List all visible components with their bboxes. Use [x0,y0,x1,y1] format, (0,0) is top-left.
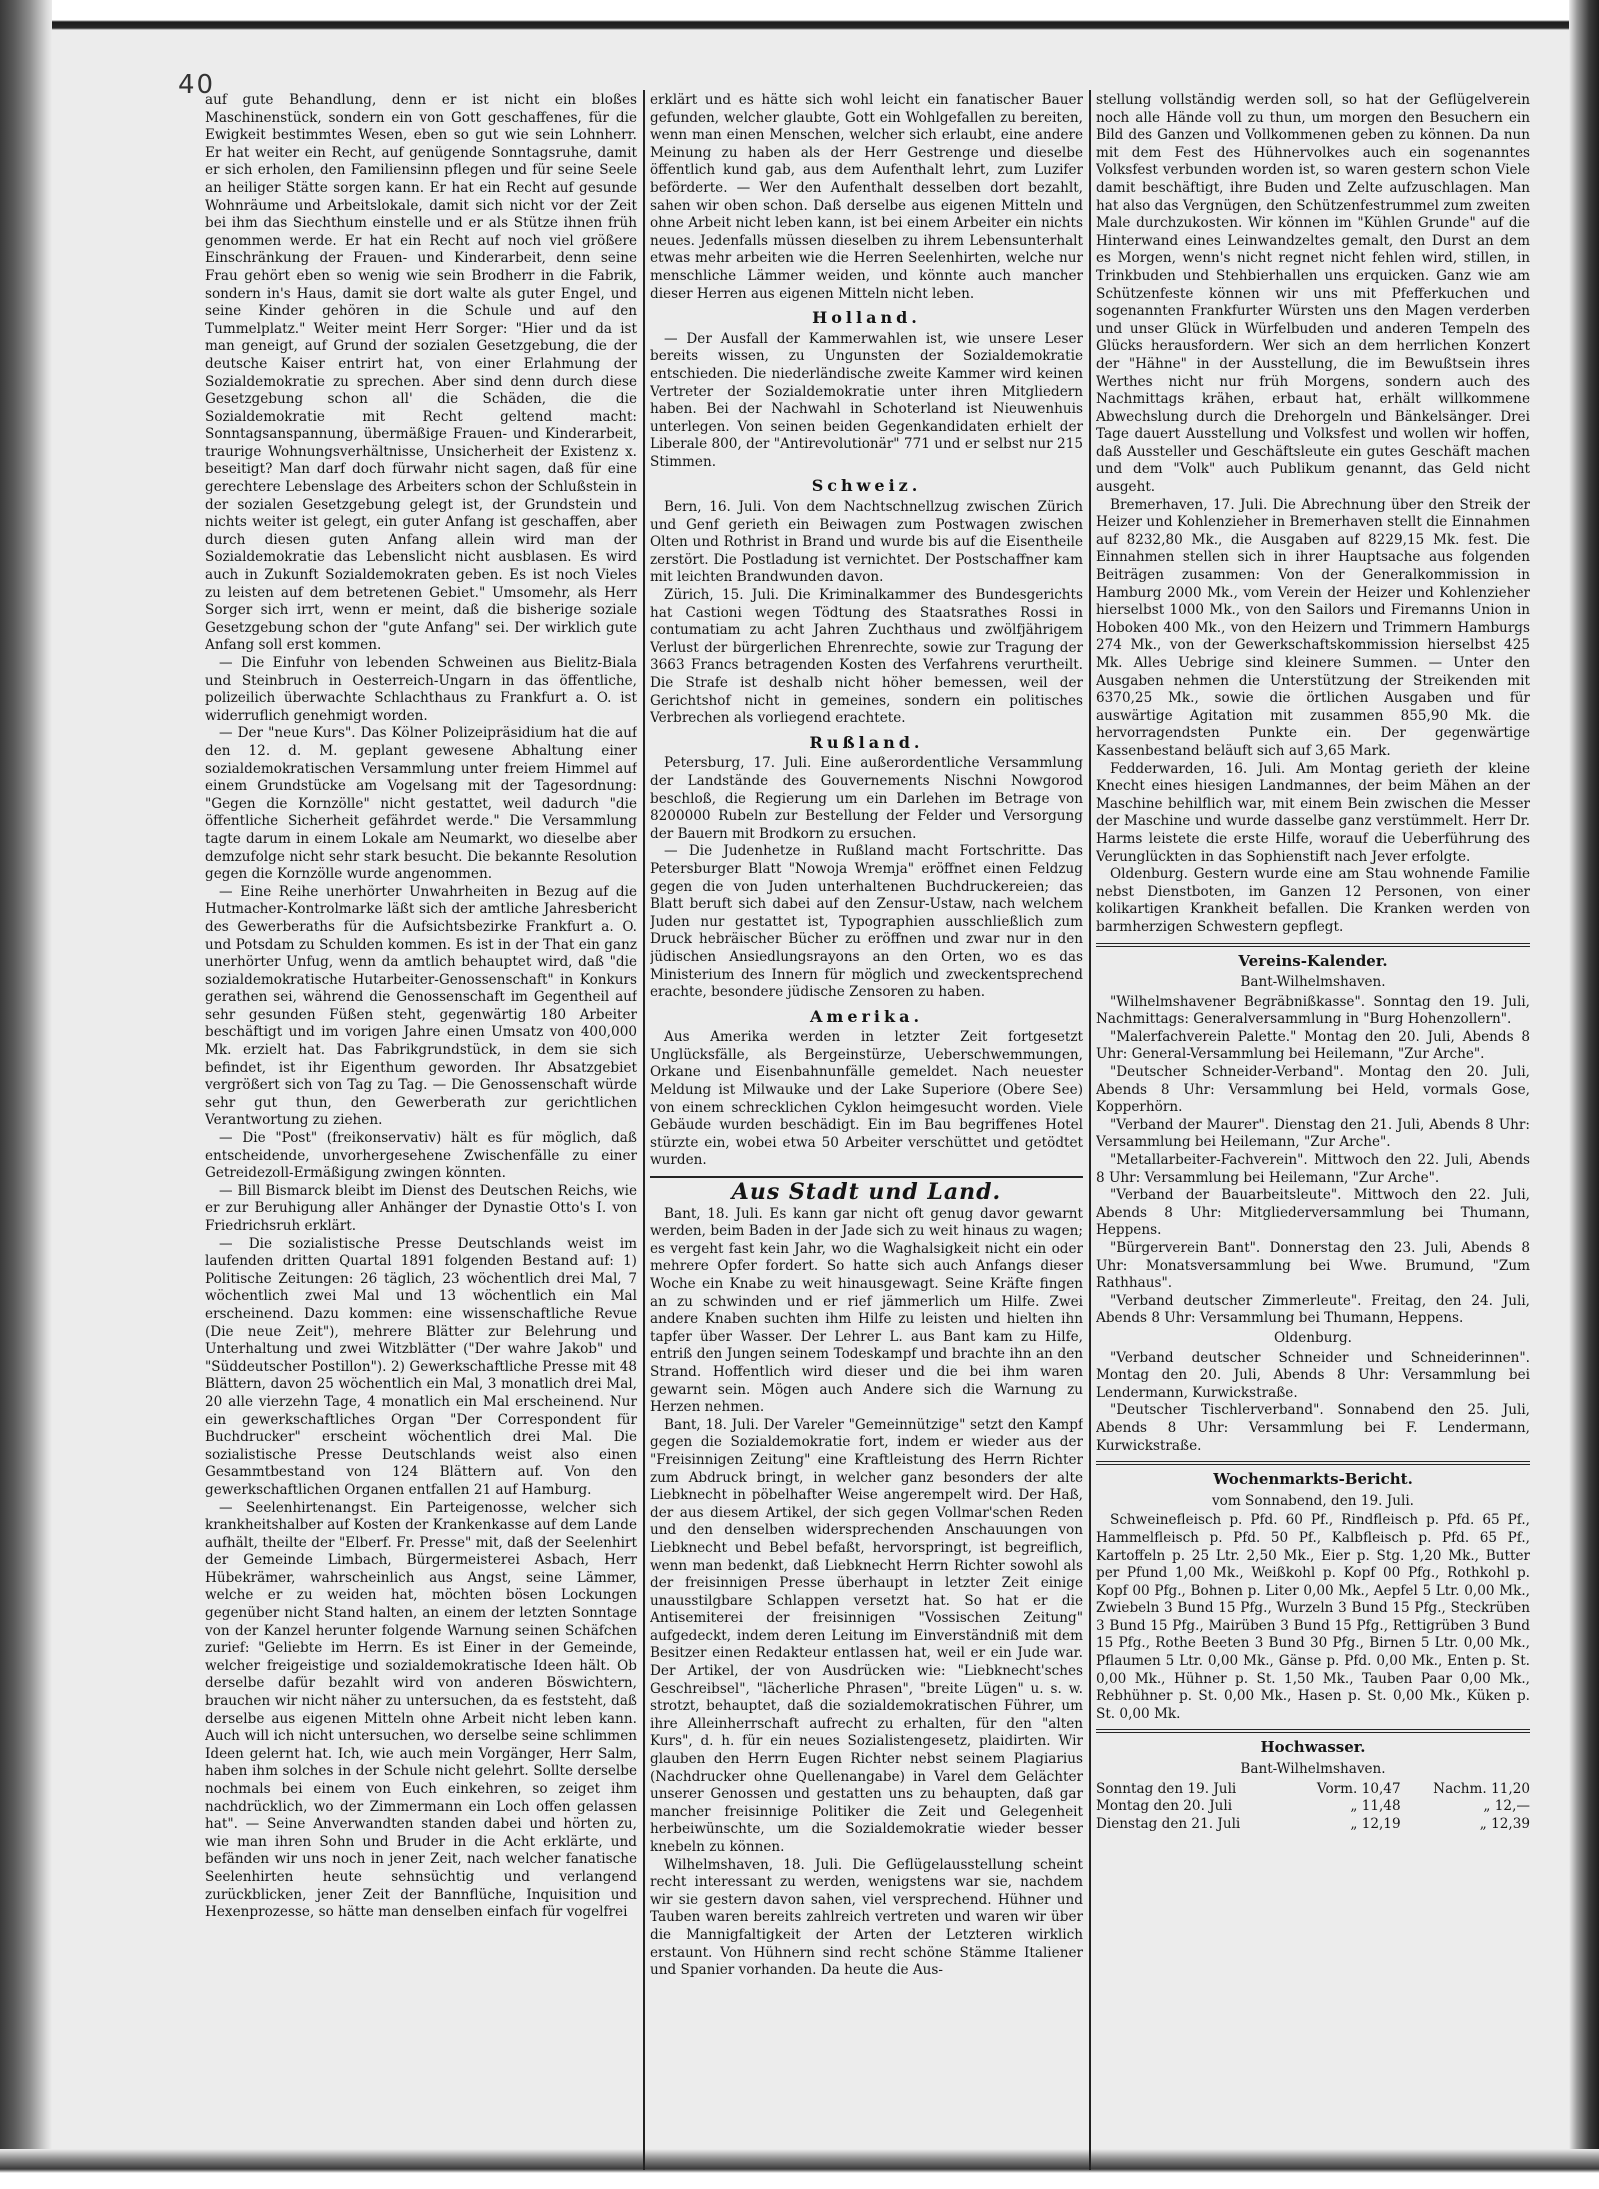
calendar-entry: "Verband der Bauarbeitsleute". Mittwoch den 22. Juli, Abends 8 Uhr: Mitgliederversammlung bei Thumann, Heppens. [1096,1187,1530,1239]
hochwasser-place: Bant-Wilhelmshaven. [1240,1761,1386,1778]
calendar-entry: "Verband der Maurer". Dienstag den 21. Juli, Abends 8 Uhr: Versammlung bei Heilemann, "Zur Arche". [1096,1116,1530,1151]
column-right [1096,92,1530,2167]
section-heading-schweiz: Schweiz. [811,476,922,496]
article-paragraph: — Die Einfuhr von lebenden Schweinen aus Bielitz-Biala und Steinbruch in Oesterreich-Ungarn in das öffentliche, polizeilich überwachte Schlachthaus zu Frankfurt a. O. ist widerruflich genehmigt worden. [205,655,637,724]
table-cell-morning: „ 12,19 [1350,1815,1401,1832]
scan-edge-top [0,0,1599,30]
vereins-kalender-title: Vereins-Kalender. [1238,951,1388,970]
article-paragraph: Oldenburg. Gestern wurde eine am Stau wohnende Familie nebst Dienstboten, im Ganzen 12 Personen, von einer kolikartigen Krankheit befallen. Die Kranken werden von barmherzigen Schwestern gepflegt. [1096,866,1530,935]
section-divider [1096,1729,1530,1733]
article-paragraph: Wilhelmshaven, 18. Juli. Die Geflügelausstellung scheint recht interessant zu werden, wenigstens war sie, nachdem wir sie gestern davon sahen, viel versprechend. Hühner und Tauben waren bereits zahlreich vertreten und waren wir über die Mannigfaltigkeit der Arten der Letzteren wirklich erstaunt. Von Hühnern sind recht schöne Stämme Italiener und Spanier vorhanden. Da heute die Aus- [650,1856,1083,1979]
vereins-place: Bant-Wilhelmshaven. [1240,974,1386,991]
article-paragraph: — Seelenhirtenangst. Ein Parteigenosse, welcher sich krankheitshalber auf Kosten der Krankenkasse auf dem Lande aufhält, theilte der "Elberf. Fr. Presse" mit, daß der Seelenhirt der Gemeinde Limbach, Bürgermeisterei Asbach, Herr Hübekrämer, wahrscheinlich aus Angst, seine Lämmer, welche er zu weiden hat, möchten bösen Lockungen gegenüber nicht Stand halten, an einem der letzten Sonntage von der Kanzel herunter folgende Warnung seinen Schäfchen zurief: "Geliebte im Herrn. Es ist Einer in der Gemeinde, welcher freigeistige und sozialdemokratische Ideen hält. Ob derselbe dafür bezahlt wird von anderen Böswichtern, brauchen wir nicht näher zu untersuchen, da es feststeht, daß derselbe aus eigenen Mitteln ohne Arbeit nicht leben kann. Auch will ich nicht untersuchen, wo derselbe seine schlimmen Ideen gelernt hat. Ich, wie auch mein Vorgänger, Herr Salm, haben ihm solches in der Schule nicht gelehrt. Sollte derselbe nochmals bei einem von Euch einkehren, so zeiget ihm nachdrücklich, wo der Zimmermann ein Loch offen gelassen hat". — Seine Anverwandten standen dabei und hörten zu, wie man ihren Sohn und Bruder in die Acht erklärte, und befänden wir uns noch in jener Zeit, nach welcher fanatische Seelenhirten heute sehnsüchtig und verlangend zurückblicken, jener Zeit der Bannflüche, Inquisition und Hexenprozesse, so hätte man denselben einfach für vogelfrei [205,1499,637,1921]
article-paragraph: — Die "Post" (freikonservativ) hält es für möglich, daß entscheidende, unvorhergesehene Zwischenfälle zu einer Getreidezoll-Ermäßigung zwingen könnten. [205,1130,637,1182]
page-number: 40 [178,70,216,100]
article-paragraph: — Der "neue Kurs". Das Kölner Polizeipräsidium hat die auf den 12. d. M. geplant gewesene Abhaltung einer sozialdemokratischen Versammlung unter freiem Himmel auf einem Grundstücke am Vogelsang mit der Tagesordnung: "Gegen die Kornzölle" nicht gestattet, weil dadurch "die öffentliche Sicherheit gefährdet werde." Die Versammlung tagte darum in einem Lokale am Neumarkt, wo dieselbe aber demzufolge nicht sehr stark besucht. Die bekannte Resolution gegen die Kornzölle wurde angenommen. [205,725,637,883]
vereins-place: Oldenburg. [1274,1329,1352,1346]
table-row [1096,1798,1530,1816]
article-paragraph: Petersburg, 17. Juli. Eine außerordentliche Versammlung der Landstände des Gouvernements Nischni Nowgorod beschloß, die Regierung um ein Darlehen im Betrage von 8200000 Rubeln zur Bestellung der Felder und Versorgung der Bauern mit Brodkorn zu ersuchen. [650,755,1083,842]
scan-edge-right [1569,0,1599,2189]
article-paragraph: Fedderwarden, 16. Juli. Am Montag gerieth der kleine Knecht eines hiesigen Landmannes, der beim Mähen an der Maschine behilflich war, mit einem Bein zwischen die Messer der Maschine und wurde dasselbe ganz verstümmelt. Herr Dr. Harms leistete die erste Hilfe, worauf die Ueberführung des Verunglückten in das Sophienstift nach Jever erfolgte. [1096,760,1530,865]
calendar-entry: "Bürgerverein Bant". Donnerstag den 23. Juli, Abends 8 Uhr: Monatsversammlung bei Wwe. Brumund, "Zum Rathhaus". [1096,1240,1530,1292]
table-cell-afternoon: „ 12,39 [1479,1815,1530,1832]
section-heading-stadt-und-land: Aus Stadt und Land. [731,1179,1002,1206]
article-paragraph: Bern, 16. Juli. Von dem Nachtschnellzug zwischen Zürich und Genf gerieth ein Beiwagen zum Postwagen zwischen Olten und Rothrist in Brand und wurde bis auf die Eisentheile zerstört. Die Postladung ist vernichtet. Der Postschaffner kam mit leichten Brandwunden davon. [650,499,1083,586]
section-divider [1096,943,1530,947]
section-heading-russland: Rußland. [809,732,924,752]
table-cell-morning: „ 11,48 [1350,1798,1401,1815]
hochwasser-title: Hochwasser. [1260,1738,1366,1757]
article-paragraph: Bant, 18. Juli. Es kann gar nicht oft genug davor gewarnt werden, beim Baden in der Jade sich zu weit hinaus zu wagen; es vergeht fast kein Jahr, wo die Waghalsigkeit nicht ein oder mehrere Opfer fordert. So hatte sich auch Anfangs dieser Woche ein Knabe zu weit hinausgewagt. Seine Kräfte fingen an zu schwinden und er rief jämmerlich um Hilfe. Zwei andere Knaben suchten ihm Hilfe zu leisten und hielten ihn tapfer über Wasser. Der Lehrer L. aus Bant kam zu Hilfe, entriß den Jungen seinem Todeskampf und brachte ihn an den Strand. Hoffentlich wird dieser und die bei ihm waren gewarnt sein. Mögen auch Andere sich die Warnung zu Herzen nehmen. [650,1205,1083,1416]
table-cell-day: Montag den 20. Juli [1096,1798,1233,1815]
scan-edge-left [0,0,52,2189]
column-rule [643,90,645,2170]
section-heading-amerika: Amerika. [809,1006,924,1026]
table-cell-day: Sonntag den 19. Juli [1096,1780,1237,1797]
column-rule [1089,90,1091,2170]
wochenmarkt-date: vom Sonnabend, den 19. Juli. [1211,1492,1414,1509]
column-left [205,92,637,2167]
article-paragraph: — Bill Bismarck bleibt im Dienst des Deutschen Reichs, wie er zur Beruhigung aller Anhänger der Dynastie Otto's I. von Friedrichsruh erklärt. [205,1182,637,1234]
section-divider [1096,1461,1530,1465]
calendar-entry: "Verband deutscher Zimmerleute". Freitag, den 24. Juli, Abends 8 Uhr: Versammlung bei Thumann, Heppens. [1096,1292,1530,1327]
calendar-entry: "Wilhelmshavener Begräbnißkasse". Sonntag den 19. Juli, Nachmittags: Generalversammlung in "Burg Hohenzollern". [1096,993,1530,1028]
column-middle [650,92,1083,2167]
article-paragraph: — Der Ausfall der Kammerwahlen ist, wie unsere Leser bereits wissen, zu Ungunsten der Sozialdemokratie entschieden. Die niederländische zweite Kammer wird keinen Vertreter der Sozialdemokratie unter ihren Mitgliedern haben. Bei der Nachwahl in Schoterland ist Nieuwenhuis unterlegen. Von seinen beiden Gegenkandidaten erhielt der Liberale 800, der "Antirevolutionär" 771 und er selbst nur 215 Stimmen. [650,330,1083,470]
article-paragraph: — Eine Reihe unerhörter Unwahrheiten in Bezug auf die Hutmacher-Kontrolmarke läßt sich der amtliche Jahresbericht des Gewerberaths für die Aufsichtsbezirke Frankfurt a. O. und Potsdam zu Schulden kommen. Es ist in der That ein ganz unerhörter Unfug, wenn da amtlich behauptet wird, daß "die sozialdemokratische Hutarbeiter-Genossenschaft" in Konkurs gerathen sei, während die Genossenschaft im Gegentheil auf sehr gesunden Füßen steht, gegenwärtig 180 Arbeiter beschäftigt und im vorigen Jahre einen Umsatz von 400,000 Mk. erzielt hat. Das Fabrikgrundstück, in dem sie sich befindet, ist ihr Eigenthum geworden. Ihr Absatzgebiet vergrößert sich von Tag zu Tag. — Die Genossenschaft würde sehr gut thun, den Gewerberath zur gerichtlichen Verantwortung zu ziehen. [205,883,637,1129]
calendar-entry: "Metallarbeiter-Fachverein". Mittwoch den 22. Juli, Abends 8 Uhr: Versammlung bei Heilemann, "Zur Arche". [1096,1152,1530,1186]
article-paragraph: Bremerhaven, 17. Juli. Die Abrechnung über den Streik der Heizer und Kohlenzieher in Bremerhaven stellt die Einnahmen auf 8232,80 Mk., die Ausgaben auf 8229,15 Mk. fest. Die Einnahmen stellen sich in ihrer Hauptsache aus folgenden Beiträgen zusammen: Von der Generalkommission in Hamburg 2000 Mk., vom Verein der Heizer und Kohlenzieher hierselbst 1000 Mk., von den Sailors und Firemanns Union in Hoboken 400 Mk., von den Heizern und Trimmern Hamburgs 274 Mk., von der Gewerkschaftskommission hierselbst 425 Mk. Alles Uebrige sind kleinere Summen. — Unter den Ausgaben nehmen die Unterstützung der Streikenden mit 6370,25 Mk., sowie die örtlichen Ausgaben und für auswärtige Agitation mit zusammen 855,90 Mk. die hervorragendsten Punkte ein. Der gegenwärtige Kassenbestand beläuft sich auf 3,65 Mark. [1096,496,1530,759]
section-divider [650,1176,1083,1178]
table-row [1096,1816,1530,1834]
calendar-entry: "Malerfachverein Palette." Montag den 20. Juli, Abends 8 Uhr: General-Versammlung bei Heilemann, "Zur Arche". [1096,1028,1530,1063]
table-cell-day: Dienstag den 21. Juli [1096,1815,1241,1832]
calendar-entry: "Deutscher Tischlerverband". Sonnabend den 25. Juli, Abends 8 Uhr: Versammlung bei F. Lendermann, Kurwickstraße. [1096,1402,1530,1454]
market-prices: Schweinefleisch p. Pfd. 60 Pf., Rindfleisch p. Pfd. 65 Pf., Hammelfleisch p. Pfd. 50 Pf., Kalbfleisch p. Pfd. 65 Pf., Kartoffeln p. 25 Ltr. 2,50 Mk., Eier p. Stg. 1,20 Mk., Butter per Pfund 1,00 Mk., Weißkohl p. Kopf 00 Pfg., Rothkohl p. Kopf 00 Pfg., Bohnen p. Liter 0,00 Mk., Aepfel 5 Ltr. 0,00 Mk., Zwiebeln 3 Bund 15 Pfg., Wurzeln 3 Bund 15 Pfg., Steckrüben 3 Bund 15 Pfg., Mairüben 3 Bund 15 Pfg., Rettigrüben 3 Bund 15 Pfg., Rothe Beeten 3 Bund 30 Pfg., Birnen 5 Ltr. 0,00 Mk., Pflaumen 5 Ltr. 0,00 Mk., Gänse p. Pfd. 0,00 Mk., Enten p. St. 0,00 Mk., Hühner p. St. 1,50 Mk., Tauben Paar 0,00 Mk., Rebhühner p. St. 0,00 Mk., Hasen p. St. 0,00 Mk., Küken p. St. 0,00 Mk. [1096,1512,1530,1722]
table-cell-morning: Vorm. 10,47 [1316,1780,1401,1797]
wochenmarkt-title: Wochenmarkts-Bericht. [1213,1470,1413,1489]
hochwasser-table [1096,1781,1530,1834]
article-paragraph: erklärt und es hätte sich wohl leicht ein fanatischer Bauer gefunden, welcher glaubte, Gott ein Wohlgefallen zu bereiten, wenn man einen Menschen, welcher sich erlaubt, eine andere Meinung zu haben als der Herr Gestrenge und dieselbe öffentlich kund gab, aus dem Aufenthalt lehrt, zum Luzifer beförderte. — Wer den Aufenthalt desselben dort bezahlt, sahen wir oben schon. Daß derselbe aus eigenen Mitteln und ohne Arbeit nicht leben kann, ist bei einem Arbeiter ein nichts neues. Jedenfalls müssen dieselben zu ihrem Lebensunterhalt etwas mehr arbeiten wie die Herren Seelenhirten, welche nur menschliche Lämmer weiden, und könnte auch mancher dieser Herren aus eigenen Mitteln nicht leben. [650,92,1083,302]
article-paragraph: — Die Judenhetze in Rußland macht Fortschritte. Das Petersburger Blatt "Nowoja Wremja" eröffnet einen Feldzug gegen die von Juden unterhaltenen Buchdruckereien; das Blatt beruft sich dabei auf den Zensur-Ustaw, nach welchem Juden nur gestattet ist, Typographien ausschließlich zum Druck hebräischer Bücher zu eröffnen und zwar nur in den jüdischen Ansiedlungsrayons an den Orten, wo es das Ministerium des Innern für möglich und zweckentsprechend erachte, besondere jüdische Zensoren zu haben. [650,843,1083,1001]
article-paragraph: Bant, 18. Juli. Der Vareler "Gemeinnützige" setzt den Kampf gegen die Sozialdemokratie fort, indem er wieder aus der "Freisinnigen Zeitung" eine Kraftleistung des Herrn Richter zum Abdruck bringt, in welcher ganz besonders der alte Liebknecht in pöbelhafter Weise angerempelt wird. Der Haß, der aus diesem Artikel, der sich gegen Vollmar'schen Reden und den denselben widersprechenden Anschauungen von Liebknecht und Bebel befaßt, hervorspringt, ist begreiflich, wenn man bedenkt, daß Liebknecht Herrn Richter sowohl als der freisinnigen Presse überhaupt in letzter Zeit einige unausstilgbare Schlappen versetzt hat. So hat er die Antisemiterei der freisinnigen "Vossischen Zeitung" aufgedeckt, indem deren Leitung im Einverständniß mit dem Besitzer einen Redakteur entlassen hat, weil er ein Jude war. Der Artikel, der von Ausdrücken wie: "Liebknecht'sches Geschreibsel", "lächerliche Phrasen", "breite Lügen" u. s. w. strotzt, behauptet, daß die sozialdemokratischen Führer, um ihre Alleinherrschaft aufrecht zu erhalten, für den "alten Kurs", d. h. für ein neues Sozialistengesetz, plaidirten. Wir glauben den Herrn Eugen Richter nebst seinem Plagiarius (Nachdrucker ohne Quellenangabe) in Varel dem Gelächter unserer Genossen und gestatten uns zu behaupten, daß gar mancher freisinnige Politiker die Zeit und Gelegenheit herbeiwünschte, um die Sozialdemokratie wieder besser knebeln zu können. [650,1416,1083,1855]
calendar-entry: "Deutscher Schneider-Verband". Montag den 20. Juli, Abends 8 Uhr: Versammlung bei Held, vormals Gose, Kopperhörn. [1096,1064,1530,1116]
article-paragraph: — Die sozialistische Presse Deutschlands weist im laufenden dritten Quartal 1891 folgenden Bestand auf: 1) Politische Zeitungen: 26 täglich, 23 wöchentlich drei Mal, 7 wöchentlich zwei Mal und 13 wöchentlich ein Mal erscheinend. Dazu kommen: eine wissenschaftliche Revue (Die neue Zeit"), mehrere Blätter zur Belehrung und Unterhaltung und zwei Witzblätter ("Der wahre Jakob" und "Süddeutscher Postillon"). 2) Gewerkschaftliche Presse mit 48 Blättern, davon 25 wöchentlich ein Mal, 3 monatlich drei Mal, 20 alle vierzehn Tage, 4 monatlich ein Mal erscheinend. Nur ein gewerkschaftliches Organ "Der Correspondent für Buchdrucker" erscheint wöchentlich drei Mal. Die sozialistische Presse Deutschlands weist also einen Gesammtbestand von 124 Blättern auf. Von den gewerkschaftlichen Organen entfallen 21 auf Hamburg. [205,1235,637,1498]
table-row [1096,1781,1530,1799]
article-paragraph: auf gute Behandlung, denn er ist nicht ein bloßes Maschinenstück, sondern ein von Gott geschaffenes, für die Ewigkeit bestimmtes Wesen, eben so gut wie sein Lohnherr. Er hat weiter ein Recht, auf genügende Sonntagsruhe, damit er sich erholen, den Familiensinn pflegen und für seine Seele an heiliger Stätte sorgen kann. Er hat ein Recht auf gesunde Wohnräume und Arbeitslokale, damit sich nicht vor der Zeit bei ihm das Siechthum einstelle und er als Stütze ihnen früh genommen werde. Er hat ein Recht auf noch viel größere Einschränkung der Frauen- und Kinderarbeit, denn seine Frau gehört eben so wenig wie sein Brodherr in die Fabrik, sondern in's Haus, damit sie dort walte als guter Engel, und seine Kinder gehören in die Schule und auf den Tummelplatz." Weiter meint Herr Sorger: "Hier und da ist man geneigt, auf Grund der sozialen Gesetzgebung, die der deutsche Kaiser entrirt hat, von einer Erlahmung der Sozialdemokratie zu sprechen. Aber sind denn durch diese Gesetzgebung schon all' die Schäden, die die Sozialdemokratie mit Recht geltend macht: Sonntagsanspannung, übermäßige Frauen- und Kinderarbeit, traurige Wohnungsverhältnisse, Unsicherheit der Existenz x. beseitigt? Man darf doch fürwahr nicht sagen, daß für eine gerechtere Lebenslage des Arbeiters schon der Schlußstein in der sozialen Gesetzgebung gelegt ist, der Grundstein und nichts weiter ist gelegt, ein guter Anfang ist geschaffen, aber durch diesen guten Anfang allein wird man der Sozialdemokratie das Lebenslicht nicht ausblasen. Es wird auch in Zukunft Sozialdemokraten geben. Es ist noch Vieles zu leisten auf dem betretenen Gebiet." Umsomehr, als Herr Sorger sich irrt, wenn er meint, daß die bisherige soziale Gesetzgebung schon der "gute Anfang" sei. Der wirklich gute Anfang soll erst kommen. [205,92,637,654]
article-paragraph: Zürich, 15. Juli. Die Kriminalkammer des Bundesgerichts hat Castioni wegen Tödtung des Staatsrathes Rossi in contumatiam zu acht Jahren Zuchthaus und zwölfjährigem Verlust der bürgerlichen Ehrenrechte, sowie zur Tragung der 3663 Francs betragenden Kosten des Verfahrens verurtheilt. Die Strafe ist deshalb nicht höher bemessen, weil der Gerichtshof nicht in gemeines, sondern ein politisches Verbrechen als vorliegend erachtete. [650,587,1083,727]
section-heading-holland: Holland. [812,308,921,328]
table-cell-afternoon: Nachm. 11,20 [1433,1780,1530,1797]
article-paragraph: stellung vollständig werden soll, so hat der Geflügelverein noch alle Hände voll zu thun, um morgen den Besuchern ein Bild des Ganzen und Vollkommenen geben zu können. Da nun mit dem Fest des Hühnervolkes auch ein sogenanntes Volksfest verbunden worden ist, so waren gestern schon Viele damit beschäftigt, ihre Buden und Zelte aufzuschlagen. Man hat also das Vergnügen, den Schützenfestrummel zum zweiten Male durchzukosten. Wir können im "Kühlen Grunde" auf die Hinterwand eines Leinwandzeltes gemalt, den Durst an dem es Morgen, wenn's nicht regnet nicht fehlen wird, stillen, in Trinkbuden und Stehbierhallen uns erquicken. Ganz wie am Schützenfeste können wir uns mit Pfefferkuchen und sogenannten Frankfurter Würsten uns den Magen verderben und unser Glück in Würfelbuden und anderen Tempeln des Glücks herausfordern. Wer sich an dem herrlichen Konzert der "Hähne" in der Ausstellung, die im Bewußtsein ihres Werthes nicht nur früh Morgens, sondern auch des Nachmittags krähen, erbaut hat, erhält willkommene Abwechslung durch die Drehorgeln und Bänkelsänger. Drei Tage dauert Ausstellung und Volksfest und wollen wir hoffen, daß Aussteller und Geschäftsleute ein gutes Geschäft machen und dem "Volk" auch Publikum genannt, das Geld nicht ausgeht. [1096,92,1530,496]
table-cell-afternoon: „ 12,— [1483,1798,1530,1815]
article-paragraph: Aus Amerika werden in letzter Zeit fortgesetzt Unglücksfälle, als Bergeinstürze, Ueberschwemmungen, Orkane und Eisenbahnunfälle gemeldet. Nach neuester Meldung ist Milwauke und der Lake Superiore (Obere See) von einem schrecklichen Cyklon heimgesucht worden. Viele Gebäude wurden beschädigt. Ein im Bau begriffenes Hotel stürzte ein, wobei etwa 50 Arbeiter verschüttet und getödtet wurden. [650,1029,1083,1169]
calendar-entry: "Verband deutscher Schneider und Schneiderinnen". Montag den 20. Juli, Abends 8 Uhr: Versammlung bei Lendermann, Kurwickstraße. [1096,1349,1530,1401]
